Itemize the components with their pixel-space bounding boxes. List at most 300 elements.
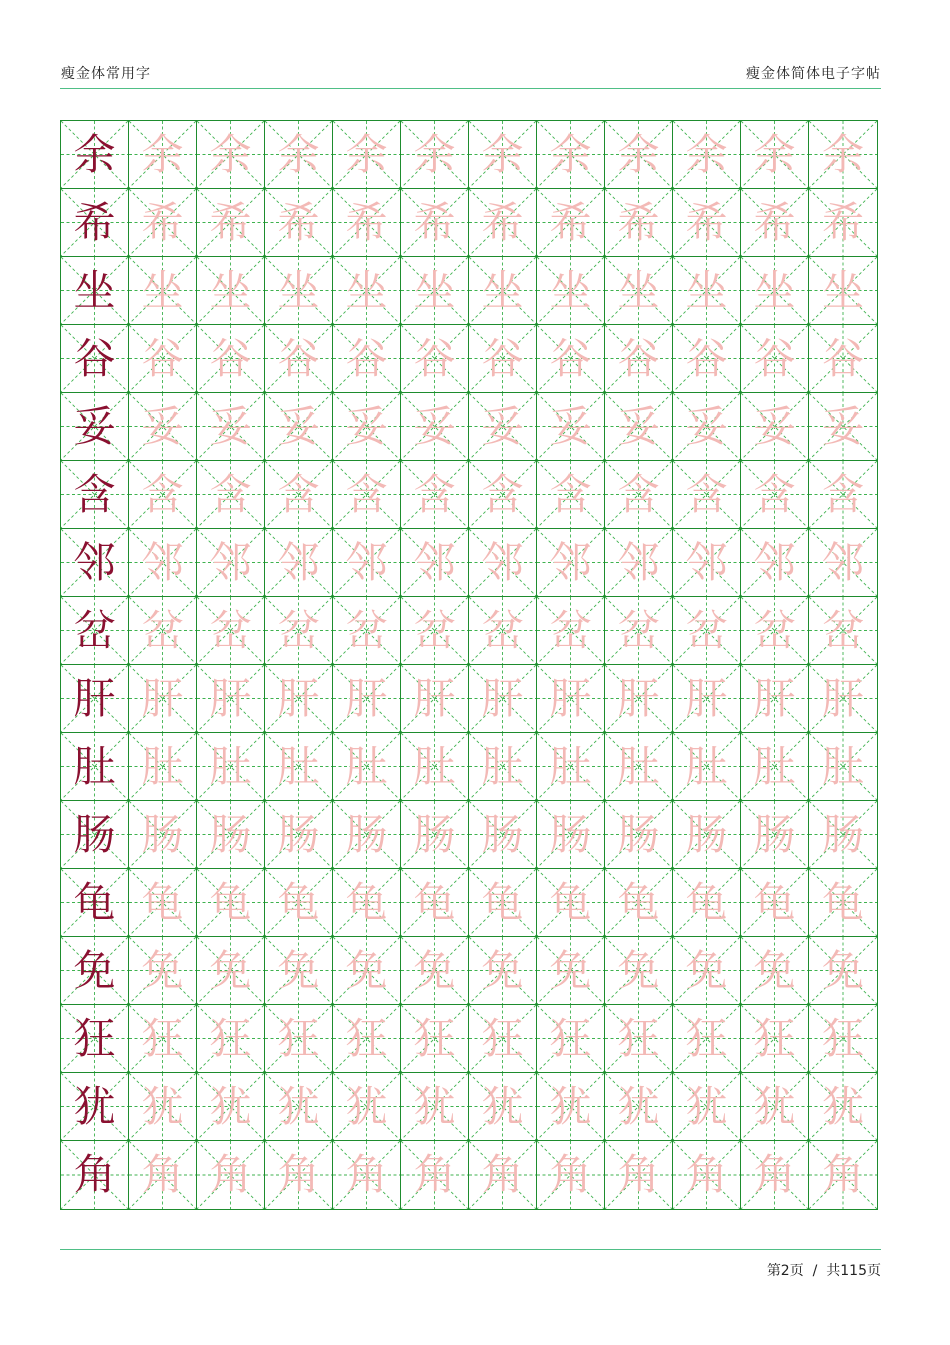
- trace-character: 肠: [617, 809, 660, 859]
- trace-cell: [197, 257, 265, 325]
- trace-character: 犹: [685, 1081, 728, 1131]
- model-character: 谷: [73, 333, 116, 383]
- trace-character: 邻: [345, 537, 388, 587]
- trace-cell: [401, 257, 469, 325]
- model-character: 妥: [73, 401, 116, 451]
- trace-cell: [605, 801, 673, 869]
- trace-character: 含: [753, 469, 796, 519]
- model-character: 肚: [73, 741, 116, 791]
- trace-character: 龟: [141, 877, 184, 927]
- trace-cell: [469, 461, 537, 529]
- trace-character: 妥: [277, 401, 320, 451]
- trace-cell: [333, 121, 401, 189]
- trace-character: 龟: [413, 877, 456, 927]
- trace-cell: [129, 665, 197, 733]
- model-character: 岔: [73, 605, 116, 655]
- trace-cell: [741, 189, 809, 257]
- trace-character: 岔: [685, 605, 728, 655]
- trace-cell: [197, 1073, 265, 1141]
- trace-cell: [197, 529, 265, 597]
- trace-cell: [537, 189, 605, 257]
- trace-character: 龟: [549, 877, 592, 927]
- trace-cell: [605, 121, 673, 189]
- trace-cell: [605, 733, 673, 801]
- trace-cell: [129, 393, 197, 461]
- trace-cell: [673, 801, 741, 869]
- trace-character: 希: [481, 197, 524, 247]
- trace-character: 免: [685, 945, 728, 995]
- trace-character: 含: [481, 469, 524, 519]
- model-character: 邻: [73, 537, 116, 587]
- trace-character: 谷: [685, 333, 728, 383]
- trace-cell: [809, 733, 877, 801]
- trace-character: 含: [617, 469, 660, 519]
- model-character: 狂: [73, 1013, 116, 1063]
- trace-character: 狂: [345, 1013, 388, 1063]
- model-character: 免: [73, 945, 116, 995]
- trace-cell: [265, 937, 333, 1005]
- trace-cell: [129, 597, 197, 665]
- page-footer: [767, 1260, 881, 1280]
- model-character: 犹: [73, 1081, 116, 1131]
- trace-character: 余: [685, 129, 728, 179]
- model-cell: [61, 1073, 129, 1141]
- trace-cell: [741, 121, 809, 189]
- trace-cell: [197, 1141, 265, 1209]
- trace-cell: [537, 1073, 605, 1141]
- trace-character: 犹: [821, 1081, 864, 1131]
- trace-character: 谷: [345, 333, 388, 383]
- trace-cell: [129, 869, 197, 937]
- trace-cell: [537, 529, 605, 597]
- trace-cell: [605, 937, 673, 1005]
- model-cell: [61, 529, 129, 597]
- trace-character: 希: [685, 197, 728, 247]
- trace-cell: [401, 597, 469, 665]
- trace-cell: [333, 665, 401, 733]
- model-cell: [61, 325, 129, 393]
- trace-cell: [469, 1141, 537, 1209]
- trace-character: 妥: [617, 401, 660, 451]
- trace-cell: [401, 937, 469, 1005]
- trace-character: 狂: [617, 1013, 660, 1063]
- trace-cell: [809, 801, 877, 869]
- trace-character: 肝: [821, 673, 864, 723]
- model-cell: [61, 597, 129, 665]
- trace-character: 肚: [821, 741, 864, 791]
- trace-character: 肝: [549, 673, 592, 723]
- trace-character: 岔: [481, 605, 524, 655]
- trace-cell: [537, 869, 605, 937]
- trace-cell: [333, 325, 401, 393]
- trace-cell: [469, 1005, 537, 1073]
- trace-cell: [265, 189, 333, 257]
- trace-character: 谷: [481, 333, 524, 383]
- trace-cell: [469, 121, 537, 189]
- trace-cell: [537, 257, 605, 325]
- header-right-title: 瘦金体简体电子字帖: [746, 66, 881, 82]
- trace-cell: [469, 393, 537, 461]
- trace-cell: [537, 1005, 605, 1073]
- trace-cell: [673, 937, 741, 1005]
- trace-character: 龟: [481, 877, 524, 927]
- trace-cell: [129, 257, 197, 325]
- trace-character: 岔: [413, 605, 456, 655]
- trace-cell: [537, 461, 605, 529]
- trace-character: 龟: [277, 877, 320, 927]
- trace-character: 狂: [549, 1013, 592, 1063]
- trace-character: 希: [617, 197, 660, 247]
- trace-cell: [333, 529, 401, 597]
- trace-character: 谷: [549, 333, 592, 383]
- trace-cell: [741, 801, 809, 869]
- trace-character: 岔: [209, 605, 252, 655]
- trace-character: 希: [277, 197, 320, 247]
- trace-character: 余: [141, 129, 184, 179]
- model-character: 希: [73, 197, 116, 247]
- trace-cell: [809, 1073, 877, 1141]
- trace-cell: [605, 1073, 673, 1141]
- trace-character: 邻: [481, 537, 524, 587]
- trace-character: 肝: [277, 673, 320, 723]
- trace-character: 狂: [481, 1013, 524, 1063]
- trace-character: 犹: [549, 1081, 592, 1131]
- trace-cell: [673, 121, 741, 189]
- trace-character: 肠: [209, 809, 252, 859]
- model-cell: [61, 1141, 129, 1209]
- trace-character: 希: [209, 197, 252, 247]
- footer-divider: [60, 1249, 881, 1250]
- trace-cell: [605, 393, 673, 461]
- trace-cell: [265, 869, 333, 937]
- trace-cell: [129, 1005, 197, 1073]
- model-character: 角: [73, 1150, 116, 1199]
- trace-character: 妥: [413, 401, 456, 451]
- trace-character: 龟: [821, 877, 864, 927]
- trace-cell: [809, 393, 877, 461]
- trace-character: 肝: [617, 673, 660, 723]
- trace-cell: [333, 1073, 401, 1141]
- trace-cell: [673, 665, 741, 733]
- trace-cell: [741, 1005, 809, 1073]
- trace-character: 邻: [277, 537, 320, 587]
- trace-character: 角: [209, 1150, 252, 1199]
- trace-cell: [129, 189, 197, 257]
- trace-cell: [265, 529, 333, 597]
- trace-character: 狂: [753, 1013, 796, 1063]
- trace-character: 肚: [753, 741, 796, 791]
- trace-character: 免: [481, 945, 524, 995]
- trace-cell: [333, 257, 401, 325]
- trace-cell: [673, 189, 741, 257]
- trace-character: 肠: [685, 809, 728, 859]
- trace-character: 角: [413, 1150, 456, 1199]
- trace-character: 狂: [685, 1013, 728, 1063]
- trace-character: 狂: [209, 1013, 252, 1063]
- trace-cell: [469, 869, 537, 937]
- trace-character: 余: [209, 129, 252, 179]
- trace-character: 希: [413, 197, 456, 247]
- trace-character: 角: [141, 1150, 184, 1199]
- trace-cell: [401, 461, 469, 529]
- trace-cell: [537, 733, 605, 801]
- trace-character: 谷: [821, 333, 864, 383]
- trace-character: 狂: [141, 1013, 184, 1063]
- trace-cell: [605, 461, 673, 529]
- trace-cell: [265, 801, 333, 869]
- trace-cell: [197, 665, 265, 733]
- trace-character: 含: [413, 469, 456, 519]
- trace-character: 妥: [209, 401, 252, 451]
- trace-cell: [197, 597, 265, 665]
- trace-cell: [673, 869, 741, 937]
- trace-cell: [469, 597, 537, 665]
- trace-character: 岔: [617, 605, 660, 655]
- trace-cell: [469, 325, 537, 393]
- trace-cell: [197, 801, 265, 869]
- trace-character: 角: [685, 1150, 728, 1199]
- trace-cell: [469, 189, 537, 257]
- trace-cell: [605, 597, 673, 665]
- trace-cell: [809, 1141, 877, 1209]
- trace-cell: [741, 1141, 809, 1209]
- trace-character: 余: [277, 129, 320, 179]
- trace-character: 肠: [481, 809, 524, 859]
- trace-character: 肝: [345, 673, 388, 723]
- trace-cell: [809, 1005, 877, 1073]
- trace-cell: [401, 801, 469, 869]
- trace-character: 免: [141, 945, 184, 995]
- trace-character: 免: [277, 945, 320, 995]
- model-character: 余: [73, 129, 116, 179]
- model-cell: [61, 393, 129, 461]
- trace-character: 邻: [753, 537, 796, 587]
- trace-character: 角: [821, 1150, 864, 1199]
- trace-character: 肠: [753, 809, 796, 859]
- trace-character: 坐: [277, 265, 320, 315]
- trace-cell: [265, 121, 333, 189]
- trace-cell: [333, 189, 401, 257]
- trace-character: 含: [141, 469, 184, 519]
- trace-character: 肚: [685, 741, 728, 791]
- trace-character: 肚: [617, 741, 660, 791]
- model-character: 龟: [73, 877, 116, 927]
- trace-character: 希: [753, 197, 796, 247]
- trace-character: 坐: [753, 265, 796, 315]
- trace-character: 免: [753, 945, 796, 995]
- trace-character: 免: [413, 945, 456, 995]
- trace-cell: [537, 801, 605, 869]
- trace-cell: [401, 121, 469, 189]
- model-cell: [61, 937, 129, 1005]
- trace-cell: [197, 325, 265, 393]
- trace-character: 岔: [549, 605, 592, 655]
- trace-cell: [537, 325, 605, 393]
- trace-character: 犹: [481, 1081, 524, 1131]
- trace-cell: [401, 325, 469, 393]
- trace-cell: [469, 529, 537, 597]
- trace-character: 谷: [209, 333, 252, 383]
- trace-character: 角: [617, 1150, 660, 1199]
- trace-character: 肠: [549, 809, 592, 859]
- trace-cell: [809, 189, 877, 257]
- trace-cell: [129, 325, 197, 393]
- trace-cell: [129, 801, 197, 869]
- trace-cell: [469, 665, 537, 733]
- trace-character: 肝: [209, 673, 252, 723]
- trace-cell: [809, 121, 877, 189]
- trace-character: 肠: [277, 809, 320, 859]
- model-cell: [61, 665, 129, 733]
- trace-cell: [537, 1141, 605, 1209]
- trace-cell: [741, 325, 809, 393]
- trace-character: 余: [549, 129, 592, 179]
- trace-character: 免: [617, 945, 660, 995]
- trace-character: 免: [209, 945, 252, 995]
- page-number: 第2页: [766, 1263, 804, 1279]
- trace-character: 龟: [617, 877, 660, 927]
- trace-character: 狂: [413, 1013, 456, 1063]
- trace-cell: [265, 733, 333, 801]
- header-divider: [60, 88, 881, 89]
- trace-cell: [197, 937, 265, 1005]
- trace-cell: [809, 665, 877, 733]
- trace-character: 肚: [277, 741, 320, 791]
- trace-character: 妥: [685, 401, 728, 451]
- model-character: 肠: [73, 809, 116, 859]
- trace-cell: [741, 1073, 809, 1141]
- trace-cell: [401, 529, 469, 597]
- trace-character: 邻: [821, 537, 864, 587]
- trace-character: 犹: [209, 1081, 252, 1131]
- trace-cell: [537, 597, 605, 665]
- trace-character: 含: [277, 469, 320, 519]
- trace-cell: [605, 1141, 673, 1209]
- trace-character: 狂: [277, 1013, 320, 1063]
- trace-cell: [401, 393, 469, 461]
- trace-cell: [605, 257, 673, 325]
- trace-cell: [741, 869, 809, 937]
- trace-cell: [333, 869, 401, 937]
- trace-character: 犹: [141, 1081, 184, 1131]
- trace-cell: [401, 1141, 469, 1209]
- trace-character: 余: [617, 129, 660, 179]
- trace-cell: [605, 869, 673, 937]
- trace-character: 角: [481, 1150, 524, 1199]
- model-character: 肝: [73, 673, 116, 723]
- trace-cell: [673, 529, 741, 597]
- trace-character: 希: [549, 197, 592, 247]
- trace-cell: [673, 597, 741, 665]
- trace-cell: [741, 733, 809, 801]
- trace-character: 谷: [277, 333, 320, 383]
- trace-cell: [673, 393, 741, 461]
- trace-character: 肚: [481, 741, 524, 791]
- trace-character: 角: [549, 1150, 592, 1199]
- trace-character: 肝: [753, 673, 796, 723]
- trace-cell: [129, 733, 197, 801]
- trace-cell: [673, 257, 741, 325]
- model-cell: [61, 121, 129, 189]
- trace-character: 犹: [345, 1081, 388, 1131]
- trace-character: 余: [413, 129, 456, 179]
- trace-character: 妥: [141, 401, 184, 451]
- trace-cell: [469, 733, 537, 801]
- trace-character: 邻: [685, 537, 728, 587]
- trace-cell: [809, 869, 877, 937]
- trace-character: 犹: [277, 1081, 320, 1131]
- trace-cell: [129, 1073, 197, 1141]
- trace-character: 龟: [345, 877, 388, 927]
- trace-cell: [197, 1005, 265, 1073]
- trace-character: 邻: [209, 537, 252, 587]
- trace-character: 余: [481, 129, 524, 179]
- trace-cell: [333, 461, 401, 529]
- trace-cell: [809, 325, 877, 393]
- trace-cell: [469, 1073, 537, 1141]
- trace-cell: [537, 393, 605, 461]
- trace-cell: [129, 529, 197, 597]
- trace-cell: [741, 461, 809, 529]
- trace-character: 妥: [549, 401, 592, 451]
- trace-cell: [673, 325, 741, 393]
- trace-cell: [741, 665, 809, 733]
- trace-character: 肠: [345, 809, 388, 859]
- trace-cell: [197, 461, 265, 529]
- trace-cell: [741, 393, 809, 461]
- trace-character: 余: [345, 129, 388, 179]
- trace-cell: [401, 1073, 469, 1141]
- trace-cell: [129, 121, 197, 189]
- trace-cell: [401, 733, 469, 801]
- trace-character: 含: [209, 469, 252, 519]
- trace-character: 肝: [685, 673, 728, 723]
- model-cell: [61, 189, 129, 257]
- trace-character: 含: [821, 469, 864, 519]
- trace-cell: [197, 121, 265, 189]
- trace-character: 含: [345, 469, 388, 519]
- trace-cell: [333, 1141, 401, 1209]
- trace-cell: [401, 665, 469, 733]
- trace-cell: [265, 1005, 333, 1073]
- trace-cell: [673, 733, 741, 801]
- trace-cell: [333, 597, 401, 665]
- trace-character: 免: [821, 945, 864, 995]
- trace-cell: [605, 325, 673, 393]
- trace-cell: [605, 189, 673, 257]
- model-character: 坐: [73, 265, 116, 315]
- trace-character: 余: [821, 129, 864, 179]
- trace-cell: [265, 597, 333, 665]
- trace-character: 肚: [345, 741, 388, 791]
- trace-cell: [741, 529, 809, 597]
- trace-cell: [741, 597, 809, 665]
- trace-character: 妥: [753, 401, 796, 451]
- trace-character: 邻: [549, 537, 592, 587]
- trace-cell: [537, 937, 605, 1005]
- trace-cell: [401, 1005, 469, 1073]
- trace-character: 妥: [345, 401, 388, 451]
- trace-character: 肝: [481, 673, 524, 723]
- practice-grid: [60, 120, 878, 1210]
- model-cell: [61, 869, 129, 937]
- trace-character: 邻: [141, 537, 184, 587]
- trace-character: 肠: [413, 809, 456, 859]
- trace-cell: [673, 1141, 741, 1209]
- trace-cell: [333, 733, 401, 801]
- trace-cell: [265, 665, 333, 733]
- trace-cell: [605, 529, 673, 597]
